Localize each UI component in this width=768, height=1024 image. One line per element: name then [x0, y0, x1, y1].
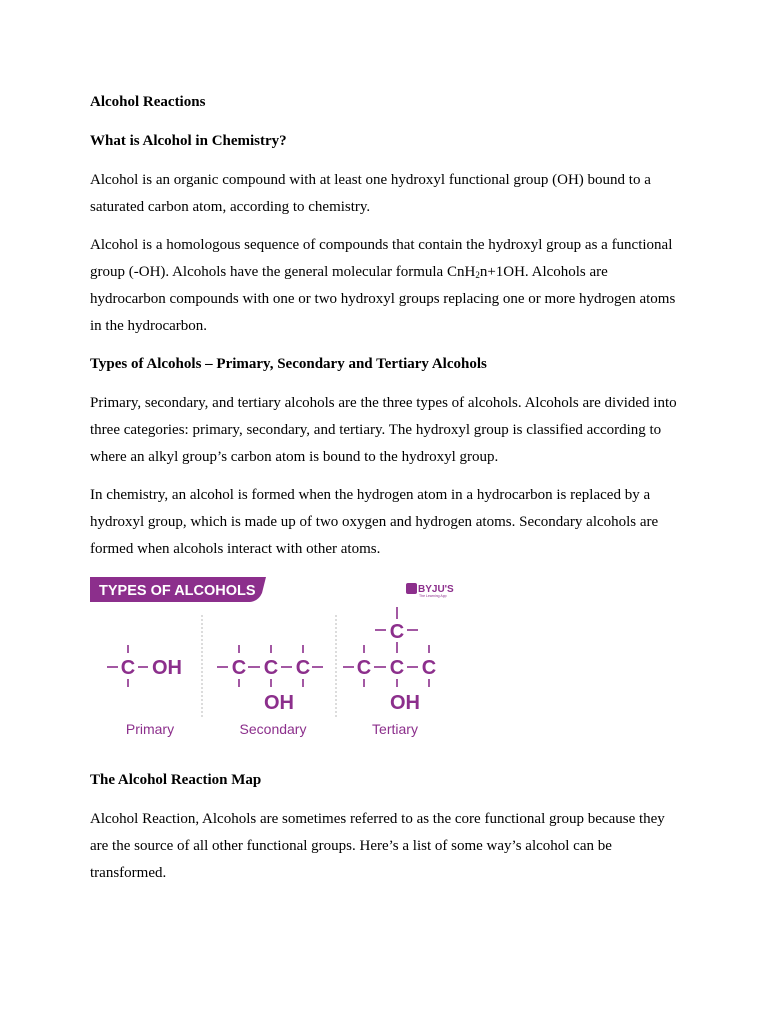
label-primary: Primary — [125, 721, 175, 738]
banner-text: TYPES OF ALCOHOLS — [99, 583, 256, 600]
byjus-logo-text: BYJU'S — [418, 584, 454, 596]
paragraph-homologous-part1: Alcohol is a homologous sequence of compounds that contain the hydroxyl group as a functional group (-OH). Alcohols have the general molecular formula CnH — [90, 237, 673, 281]
label-secondary: Secondary — [239, 721, 307, 738]
heading-types-of-alcohols: Types of Alcohols – Primary, Secondary and Tertiary Alcohols — [90, 356, 487, 373]
primary-carbon: C — [120, 657, 136, 680]
secondary-carbon-1: C — [231, 657, 247, 680]
doc-title: Alcohol Reactions — [90, 94, 206, 110]
paragraph-homologous — [90, 232, 680, 339]
paragraph-homologous-part2: n+1OH. Alcohols are hydrocarbon compounds with one or two hydroxyl groups replacing one or more hydrogen atoms in the hydrocarbon. — [90, 264, 676, 334]
secondary-hydroxyl: OH — [264, 692, 294, 715]
byjus-logo-tagline: The Learning App — [419, 594, 447, 599]
secondary-carbon-3: C — [295, 657, 311, 680]
heading-what-is-alcohol: What is Alcohol in Chemistry? — [90, 133, 287, 149]
label-tertiary: Tertiary — [372, 721, 418, 738]
byjus-logo-icon — [406, 583, 417, 594]
tertiary-carbon-left: C — [356, 657, 372, 680]
tertiary-carbon-center: C — [389, 657, 405, 680]
document-page — [90, 89, 680, 899]
paragraph-types: Primary, secondary, and tertiary alcohols are the three types of alcohols. Alcohols are divided into three categories: primary, secondary, and tertiary. The hydroxyl group is classified according to where an alkyl group’s carbon atom is bound to the hydroxyl group. — [90, 395, 677, 465]
tertiary-hydroxyl: OH — [390, 692, 420, 715]
subscript-2: 2 — [475, 270, 480, 281]
secondary-carbon-2: C — [263, 657, 279, 680]
heading-reaction-map: The Alcohol Reaction Map — [90, 772, 262, 789]
paragraph-reaction-map: Alcohol Reaction, Alcohols are sometimes referred to as the core functional group because they are the source of all other functional groups. Here’s a list of some way’s alcohol can be transformed. — [90, 811, 665, 881]
paragraph-definition: Alcohol is an organic compound with at least one hydroxyl functional group (OH) bound to a saturated carbon atom, according to chemistry. — [90, 172, 651, 215]
paragraph-formation: In chemistry, an alcohol is formed when the hydrogen atom in a hydrocarbon is replaced by a hydroxyl group, which is made up of two oxygen and hydrogen atoms. Secondary alcohols are formed when alcohols interact with other atoms. — [90, 487, 659, 557]
tertiary-carbon-right: C — [421, 657, 437, 680]
types-of-alcohols-figure — [90, 577, 455, 743]
primary-hydroxyl: OH — [152, 657, 182, 680]
tertiary-carbon-top: C — [389, 621, 405, 644]
alcohol-structures-diagram — [90, 577, 455, 743]
